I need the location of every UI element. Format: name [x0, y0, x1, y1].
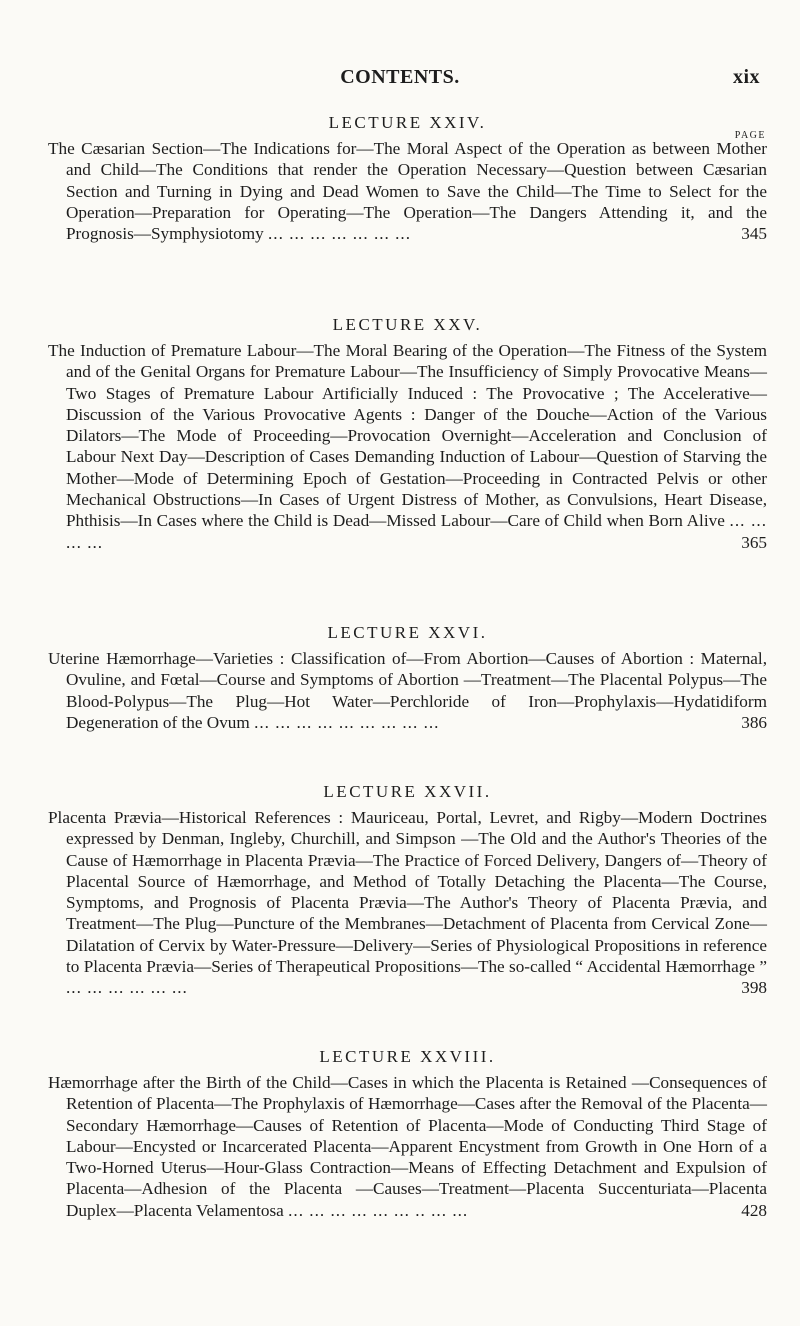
summary-text: The Cæsarian Section—The Indications for—The Moral Aspect of the Operation as between Mother and Child—The Conditions that render the Operation Necessary—Question between Cæsarian Section and Turning in Dying and Dead Women to Save the Child—The Time to Select for the Operation—Preparation for Operating—The Operation—The Dangers Attending it, and the Prognosis—Symphysiotomy [48, 139, 767, 244]
page-number: 398 [741, 978, 767, 998]
page-folio: xix [732, 66, 760, 88]
dot-leader: ... ... ... ... [66, 511, 768, 552]
lecture-heading: LECTURE XXVIII. [319, 1047, 496, 1066]
lecture-heading: LECTURE XXVII. [323, 782, 492, 801]
page-number: 365 [741, 532, 767, 552]
lecture-entry [48, 782, 767, 999]
lecture-entry [48, 315, 767, 553]
summary-text: The Induction of Premature Labour—The Moral Bearing of the Operation—The Fitness of the System and of the Genital Organs for Premature Labour—The Insufficiency of Simply Provocative Means—Two Stages of Premature Labour Artificially Induced : The Provocative ; The Accelerative—Discussion of the Various Provocative Agents : Danger of the Douche—Action of the Various Dilators—The Mode of Proceeding—Provocation Overnight—Acceleration and Conclusion of Labour Next Day—Description of Cases Demanding Induction of Labour—Question of Starving the Mother—Mode of Determining Epoch of Gestation—Proceeding in Contracted Pelvis or other Mechanical Obstructions—In Cases of Urgent Distress of Mother, as Convulsions, Heart Disease, Phthisis—In Cases where the Child is Dead—Missed Labour—Care of Child when Born Alive [48, 341, 767, 531]
page-number: 386 [741, 712, 767, 732]
lecture-summary [48, 340, 767, 553]
lecture-entry [48, 113, 767, 244]
summary-text: Hæmorrhage after the Birth of the Child—Cases in which the Placenta is Retained —Consequences of Retention of Placenta—The Prophylaxis of Hæmorrhage—Cases after the Removal of the Placenta—Secondary Hæmorrhage—Causes of Retention of Placenta—Mode of Conducting Third Stage of Labour—Encysted or Incarcerated Placenta—Apparent Encystment from Growth in One Horn of a Two-Horned Uterus—Hour-Glass Contraction—Means of Effecting Detachment and Expulsion of Placenta—Adhesion of the Placenta —Causes—Treatment—Placenta Succenturiata—Placenta Duplex—Placenta Velamentosa [48, 1073, 767, 1220]
page-number: 428 [741, 1200, 767, 1220]
lecture-heading: LECTURE XXV. [332, 315, 483, 334]
lecture-summary [48, 138, 767, 244]
lecture-entry [48, 623, 767, 733]
dot-leader: ... ... ... ... ... ... ... ... ... [254, 712, 440, 732]
lecture-summary [48, 648, 767, 733]
page-number: 345 [741, 224, 767, 244]
dot-leader: ... ... ... ... ... ... .. ... ... [288, 1200, 469, 1220]
lecture-summary [48, 807, 767, 999]
lecture-heading: LECTURE XXVI. [327, 623, 488, 642]
page-column-label: PAGE [734, 130, 766, 141]
summary-text: Placenta Prævia—Historical References : Mauriceau, Portal, Levret, and Rigby—Modern Doctrines expressed by Denman, Ingleby, Churchill, and Simpson —The Old and the Author's Theories of the Cause of Hæmorrhage in Placenta Prævia—The Practice of Forced Delivery, Dangers of—Theory of Placental Source of Hæmorrhage, and Method of Totally Detaching the Placenta—The Course, Symptoms, and Prognosis of Placenta Prævia—The Author's Theory of Placenta Prævia, and Treatment—The Plug—Puncture of the Membranes—Detachment of Placenta from Cervical Zone—Dilatation of Cervix by Water-Pressure—Delivery—Series of Physiological Propositions in reference to Placenta Prævia—Series of Therapeutical Propositions—The so-called “ Accidental Hæmorrhage ” [48, 808, 767, 977]
running-head-title: CONTENTS. [340, 66, 460, 88]
summary-text: Uterine Hæmorrhage—Varieties : Classification of—From Abortion—Causes of Abortion : Maternal, Ovuline, and Fœtal—Course and Symptoms of Abortion —Treatment—The Placental Polypus—The Blood-Polypus—The Plug—Hot Water—Perchloride of Iron—Prophylaxis—Hydatidiform Degeneration of the Ovum [48, 649, 767, 732]
dot-leader: ... ... ... ... ... ... [66, 978, 188, 998]
lecture-summary [48, 1072, 767, 1221]
lecture-entry [48, 1047, 767, 1221]
lecture-heading: LECTURE XXIV. [328, 113, 487, 132]
dot-leader: ... ... ... ... ... ... ... [268, 224, 412, 244]
